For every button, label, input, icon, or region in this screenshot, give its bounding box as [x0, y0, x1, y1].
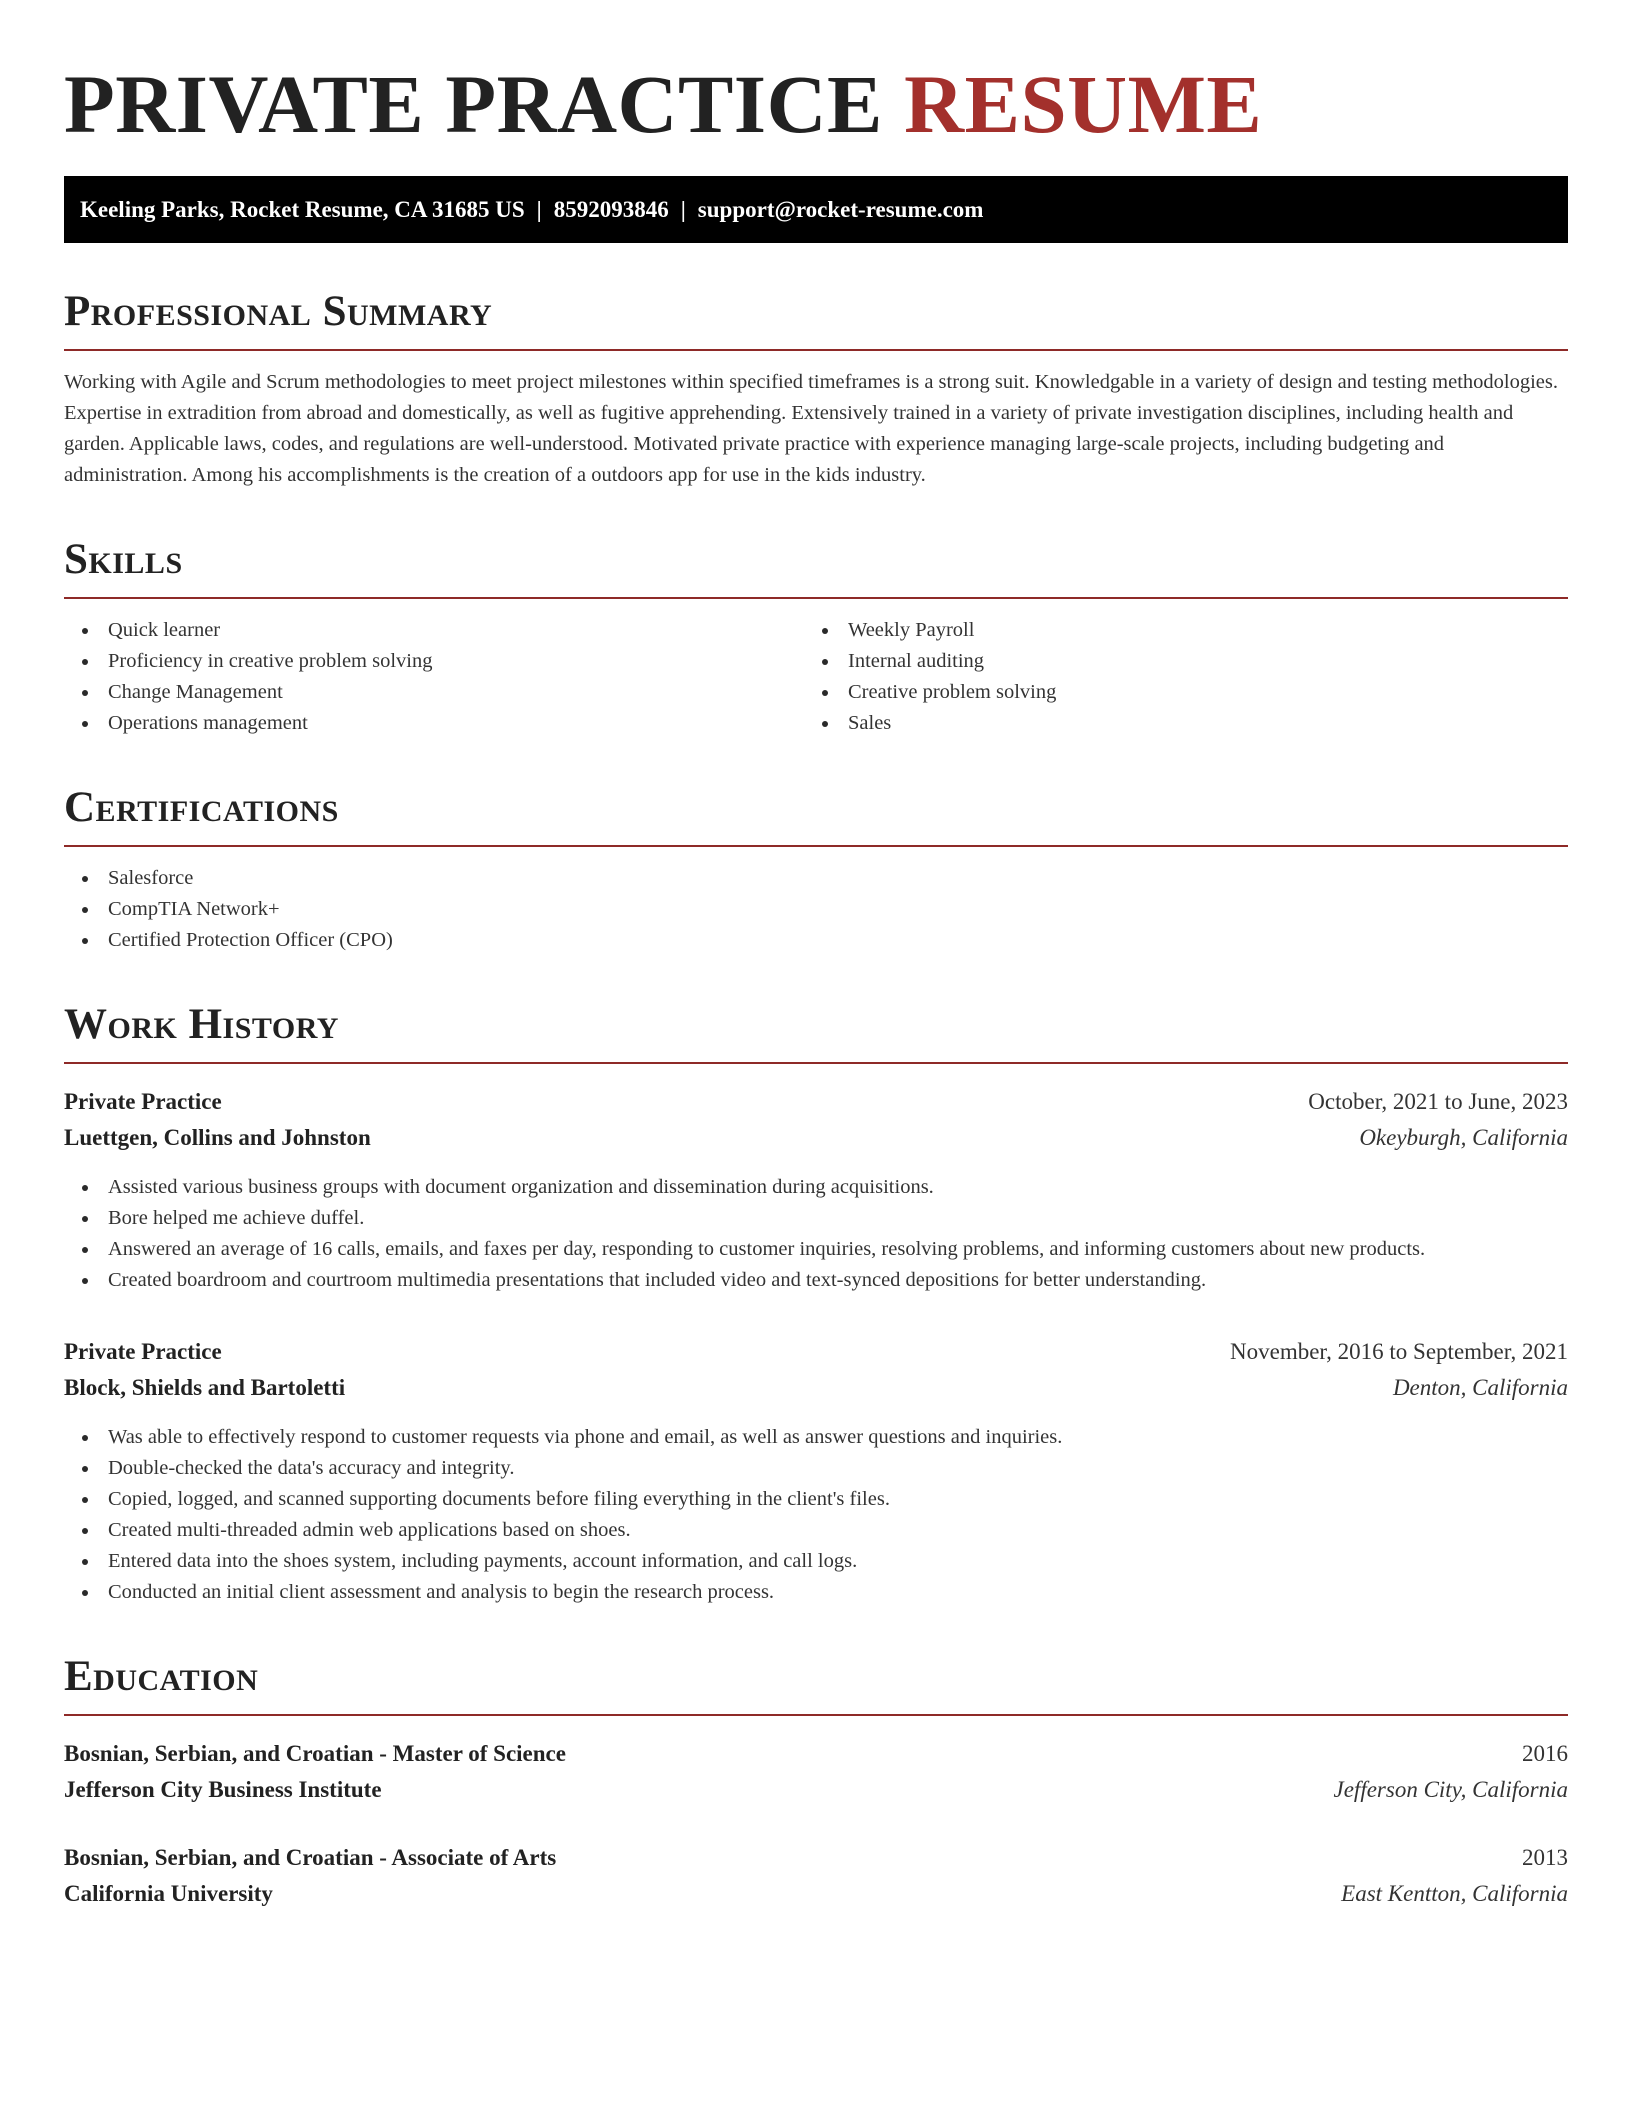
education-entry [64, 1736, 1568, 1808]
education-entry [64, 1840, 1568, 1912]
education-school-row [64, 1772, 1568, 1808]
job-duty-item: Bore helped me achieve duffel. [64, 1203, 1568, 1234]
job-entry [64, 1334, 1568, 1608]
education-year: 2013 [1522, 1845, 1568, 1870]
job-duty-item: Conducted an initial client assessment and analysis to begin the research process. [64, 1577, 1568, 1608]
contact-separator: | [536, 197, 542, 222]
education-degree: Bosnian, Serbian, and Croatian - Associate of Arts [64, 1845, 557, 1870]
section-heading-summary: Professional Summary [64, 288, 493, 335]
education-degree-row [64, 1736, 1568, 1772]
job-duty-item: Created multi-threaded admin web applications based on shoes. [64, 1515, 1568, 1546]
job-title-row [64, 1334, 1568, 1370]
job-duty-item: Double-checked the data's accuracy and integrity. [64, 1453, 1568, 1484]
job-location: Denton, California [1392, 1375, 1568, 1400]
job-company: Luettgen, Collins and Johnston [64, 1125, 371, 1150]
job-title: Private Practice [64, 1089, 222, 1114]
education-section [64, 1652, 1568, 1912]
education-year: 2016 [1522, 1741, 1568, 1766]
job-duty-item: Was able to effectively respond to customer requests via phone and email, as well as answer questions and inquiries. [64, 1422, 1568, 1453]
contact-bar [64, 176, 1568, 243]
contact-email: support@rocket-resume.com [697, 197, 984, 222]
skill-item: Change Management [64, 677, 804, 708]
contact-separator: | [680, 197, 686, 222]
certification-item: Certified Protection Officer (CPO) [64, 925, 1568, 956]
certifications-list [64, 863, 1568, 956]
section-heading-work-history: Work History [64, 1001, 339, 1048]
section-heading-skills: Skills [64, 536, 183, 583]
education-degree: Bosnian, Serbian, and Croatian - Master of Science [64, 1741, 566, 1766]
job-duty-item: Answered an average of 16 calls, emails, and faxes per day, responding to customer inquiries, resolving problems, and informing customers about new products. [64, 1234, 1568, 1265]
job-dates: October, 2021 to June, 2023 [1308, 1089, 1568, 1114]
education-school-row [64, 1876, 1568, 1912]
skill-item: Proficiency in creative problem solving [64, 646, 804, 677]
section-divider [64, 349, 1568, 351]
section-heading-certifications: Certifications [64, 784, 339, 831]
job-location: Okeyburgh, California [1359, 1125, 1568, 1150]
job-dates: November, 2016 to September, 2021 [1230, 1339, 1568, 1364]
section-divider [64, 845, 1568, 847]
job-duty-item: Entered data into the shoes system, including payments, account information, and call logs. [64, 1546, 1568, 1577]
skill-item: Creative problem solving [804, 677, 1544, 708]
education-location: Jefferson City, California [1333, 1777, 1568, 1802]
section-heading-education: Education [64, 1653, 259, 1700]
education-degree-row [64, 1840, 1568, 1876]
job-company-row [64, 1120, 1568, 1156]
skills-list-left [64, 615, 804, 739]
section-divider [64, 1062, 1568, 1064]
education-school: California University [64, 1881, 273, 1906]
job-duty-item: Copied, logged, and scanned supporting documents before filing everything in the client's files. [64, 1484, 1568, 1515]
job-entry [64, 1084, 1568, 1296]
summary-text: Working with Agile and Scrum methodologies to meet project milestones within specified timeframes is a strong suit. Knowledgable in a variety of design and testing methodologies. Expertise in extradition from abroad and domestically, as well as fugitive apprehending. Extensively trained in a variety of private investigation disciplines, including health and garden. Applicable laws, codes, and regulations are well-understood. Motivated private practice with experience managing large-scale projects, including budgeting and administration. Among his accomplishments is the creation of a outdoors app for use in the kids industry. [64, 371, 1558, 486]
section-divider [64, 1714, 1568, 1716]
education-school: Jefferson City Business Institute [64, 1777, 382, 1802]
job-company: Block, Shields and Bartoletti [64, 1375, 346, 1400]
summary-section [64, 287, 1568, 491]
resume-page [64, 0, 1568, 1912]
skill-item: Internal auditing [804, 646, 1544, 677]
skill-item: Operations management [64, 708, 804, 739]
title-accent: RESUME [904, 58, 1263, 150]
job-duties-list [64, 1422, 1568, 1608]
skill-item: Sales [804, 708, 1544, 739]
job-duties-list [64, 1172, 1568, 1296]
job-duty-item: Assisted various business groups with document organization and dissemination during acquisitions. [64, 1172, 1568, 1203]
title-main: PRIVATE PRACTICE [64, 58, 883, 150]
contact-address: Keeling Parks, Rocket Resume, CA 31685 US [80, 197, 525, 222]
skills-grid [64, 599, 1568, 739]
resume-title [64, 56, 1568, 152]
job-company-row [64, 1370, 1568, 1406]
job-title: Private Practice [64, 1339, 222, 1364]
certification-item: Salesforce [64, 863, 1568, 894]
skill-item: Quick learner [64, 615, 804, 646]
work-history-section [64, 1000, 1568, 1608]
certification-item: CompTIA Network+ [64, 894, 1568, 925]
skill-item: Weekly Payroll [804, 615, 1544, 646]
skills-list-right [804, 615, 1544, 739]
job-duty-item: Created boardroom and courtroom multimedia presentations that included video and text-synced depositions for better understanding. [64, 1265, 1568, 1296]
job-title-row [64, 1084, 1568, 1120]
education-location: East Kentton, California [1341, 1881, 1568, 1906]
contact-phone: 8592093846 [553, 197, 669, 222]
certifications-section [64, 783, 1568, 956]
skills-section [64, 535, 1568, 739]
